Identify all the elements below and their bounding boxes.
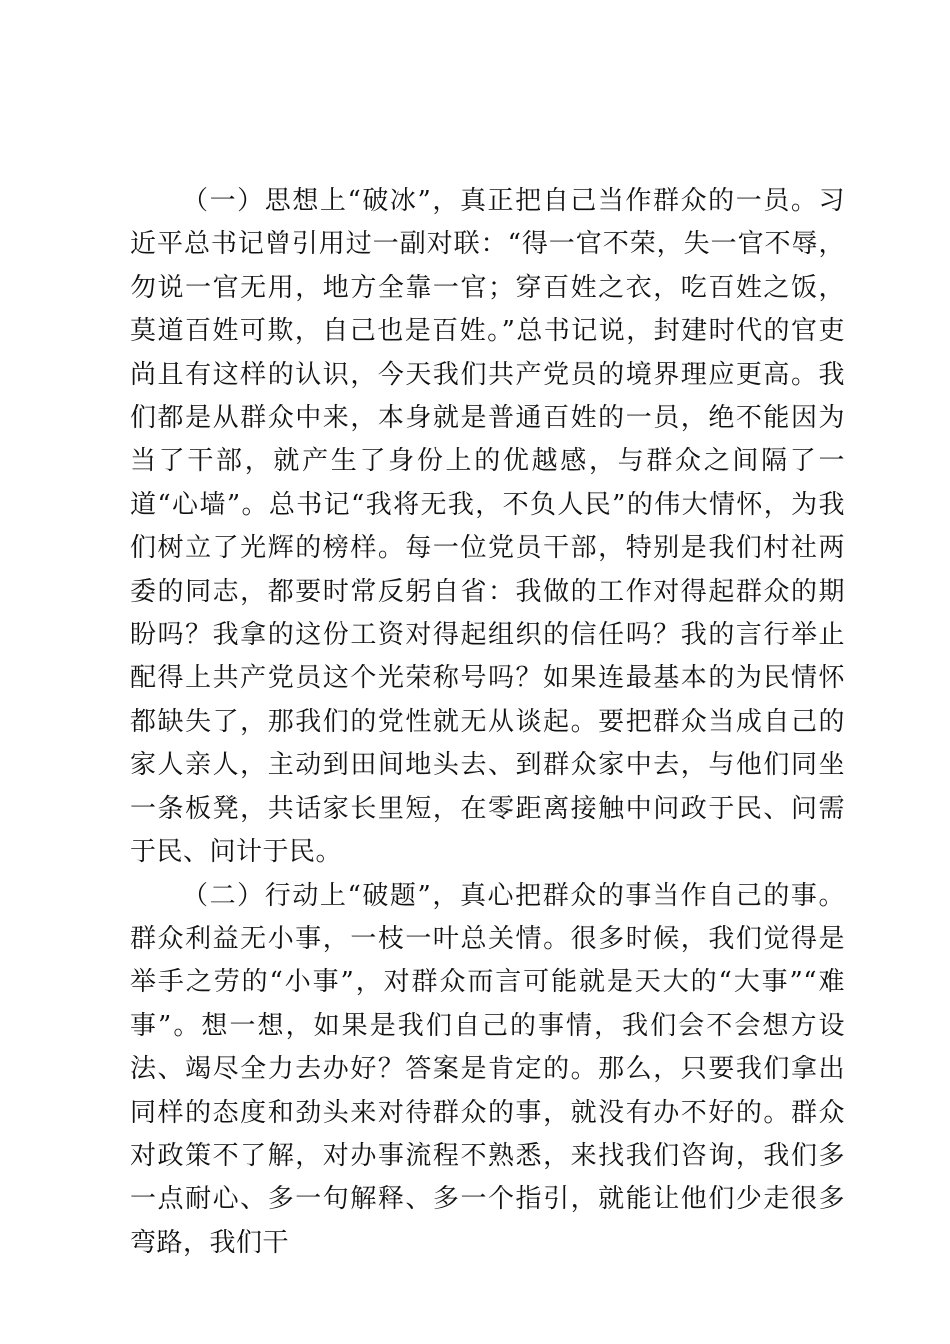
paragraph-2: （二）行动上“破题”，真心把群众的事当作自己的事。群众利益无小事，一枝一叶总关情。很多时候，我们觉得是举手之劳的“小事”，对群众而言可能就是天大的“大事”“难事”。想一想，如果是我们自己的事情，我们会不会想方设法、竭尽全力去办好？答案是肯定的。那么，只要我们拿出同样的态度和劲头来对待群众的事，就没有办不好的。群众对政策不了解，对办事流程不熟悉，来找我们咨询，我们多一点耐心、多一句解释、多一个指引，就能让他们少走很多弯路，我们干 (130, 880, 845, 1258)
paragraph-1: （一）思想上“破冰”，真正把自己当作群众的一员。习近平总书记曾引用过一副对联：“得一官不荣，失一官不辱，勿说一官无用，地方全靠一官；穿百姓之衣，吃百姓之饭，莫道百姓可欺，自己也是百姓。”总书记说，封建时代的官吏尚且有这样的认识，今天我们共产党员的境界理应更高。我们都是从群众中来，本身就是普通百姓的一员，绝不能因为当了干部，就产生了身份上的优越感，与群众之间隔了一道“心墙”。总书记“我将无我，不负人民”的伟大情怀，为我们树立了光辉的榜样。每一位党员干部，特别是我们村社两委的同志，都要时常反躬自省：我做的工作对得起群众的期盼吗？我拿的这份工资对得起组织的信任吗？我的言行举止配得上共产党员这个光荣称号吗？如果连最基本的为民情怀都缺失了，那我们的党性就无从谈起。要把群众当成自己的家人亲人，主动到田间地头去、到群众家中去，与他们同坐一条板凳，共话家长里短，在零距离接触中问政于民、问需于民、问计于民。 (130, 186, 845, 868)
document-body (130, 180, 845, 1265)
